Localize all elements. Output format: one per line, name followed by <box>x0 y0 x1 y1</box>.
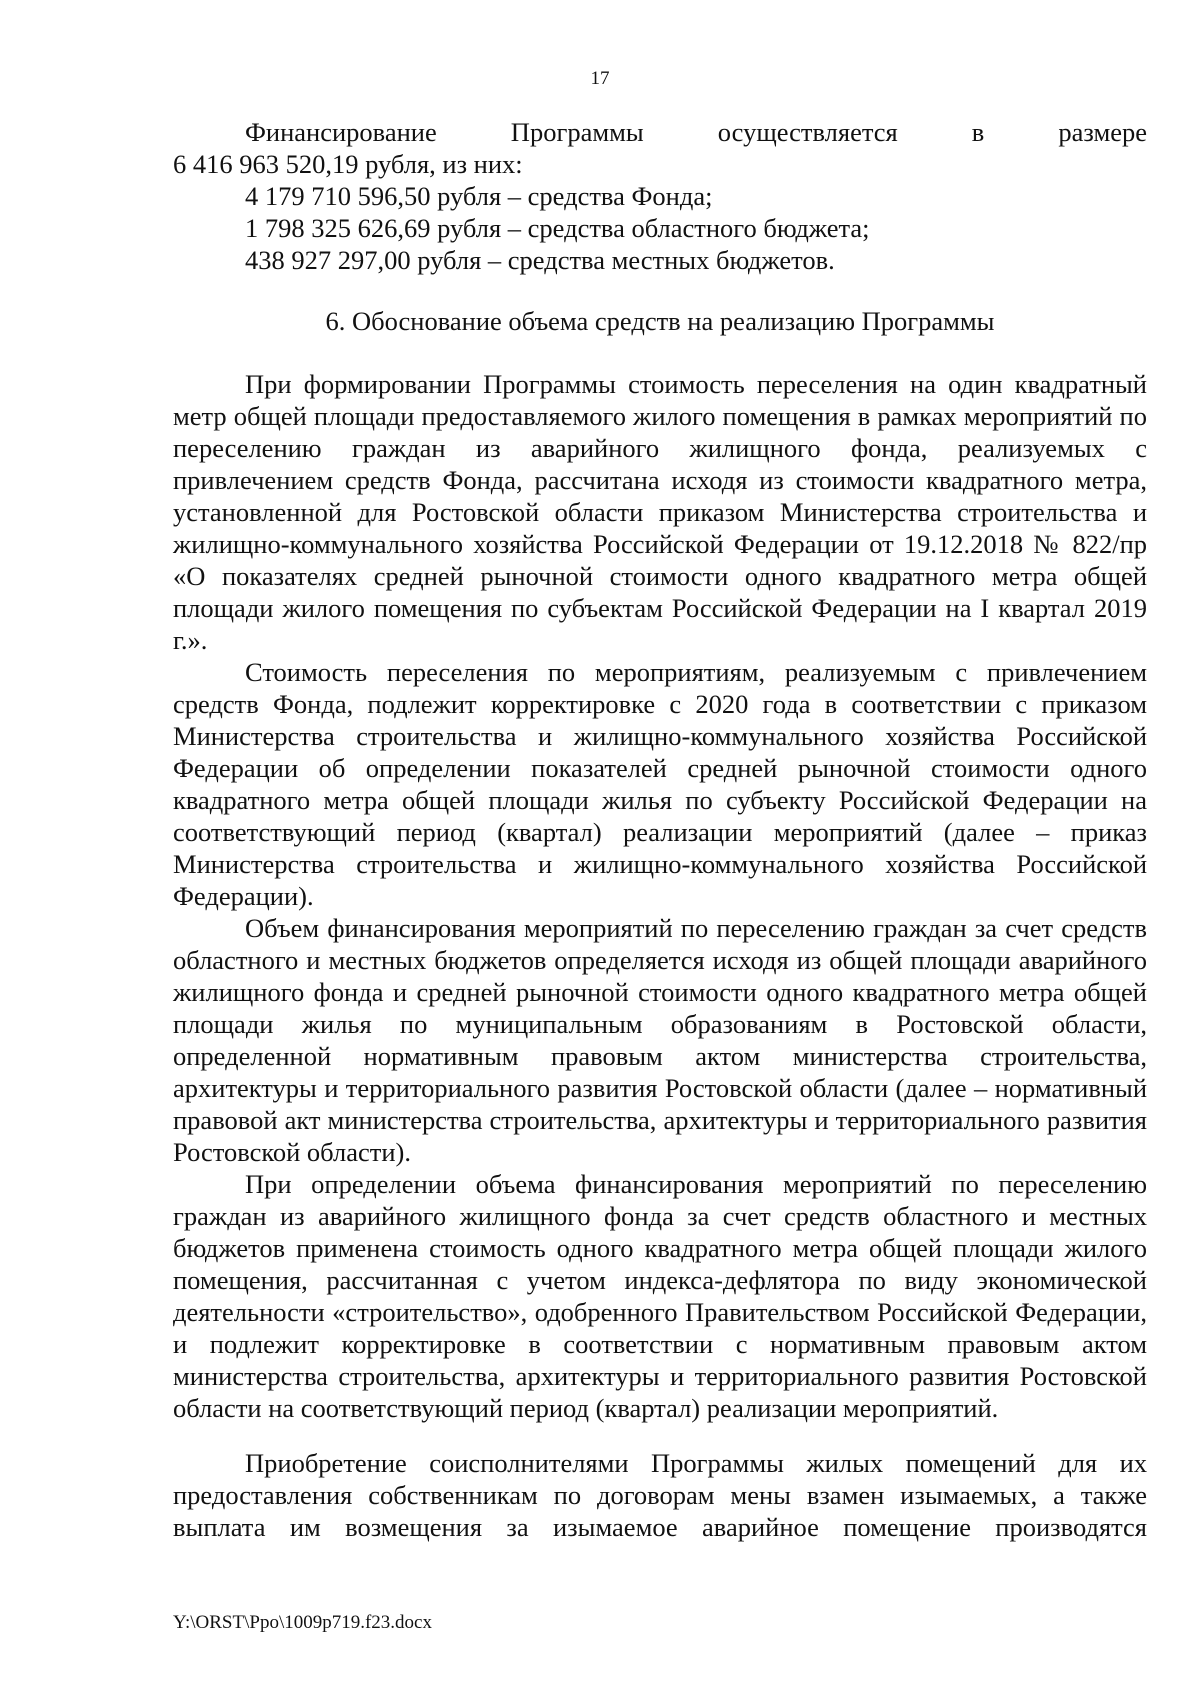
funding-item-fund: 4 179 710 596,50 рубля – средства Фонда; <box>245 181 713 211</box>
document-body <box>173 116 1147 1543</box>
intro-line: Финансирование Программы осуществляется в размере <box>245 117 1147 147</box>
paragraph-deflator: При определении объема финансирования мероприятий по переселению граждан из аварийного жилищного фонда за счет средств областного и местных бюджетов применена стоимость одного квадратного метра общей площади жилого помещения, рассчитанная с учетом индекса-дефлятора по виду экономической деятельности «строительство», одобренного Правительством Российской Федерации, и подлежит корректировке в соответствии с нормативным правовым актом министерства строительства, архитектуры и территориального развития Ростовской области на соответствующий период (квартал) реализации мероприятий. <box>173 1169 1147 1423</box>
paragraph-cost-adjustment: Стоимость переселения по мероприятиям, реализуемым с привлечением средств Фонда, подлежит корректировке с 2020 года в соответствии с приказом Министерства строительства и жилищно-коммунального хозяйства Российской Федерации об определении показателей средней рыночной стоимости одного квадратного метра общей площади жилья по субъекту Российской Федерации на соответствующий период (квартал) реализации мероприятий (далее – приказ Министерства строительства и жилищно-коммунального хозяйства Российской Федерации). <box>173 657 1147 911</box>
funding-item-regional-budget: 1 798 325 626,69 рубля – средства областного бюджета; <box>245 213 870 243</box>
page-number: 17 <box>590 68 610 89</box>
paragraph-budget-volume: Объем финансирования мероприятий по переселению граждан за счет средств областного и местных бюджетов определяется исходя из общей площади аварийного жилищного фонда и средней рыночной стоимости одного квадратного метра общей площади жилья по муниципальным образованиям в Ростовской области, определенной нормативным правовым актом министерства строительства, архитектуры и территориального развития Ростовской области (далее – нормативный правовой акт министерства строительства, архитектуры и территориального развития Ростовской области). <box>173 913 1147 1167</box>
footer-file-path: Y:\ORST\Ppo\1009p719.f23.docx <box>173 1612 432 1633</box>
funding-item-local-budgets: 438 927 297,00 рубля – средства местных бюджетов. <box>245 245 835 275</box>
intro-amount-line: 6 416 963 520,19 рубля, из них: <box>173 149 523 179</box>
paragraph-acquisition: Приобретение соисполнителями Программы жилых помещений для их предоставления собственникам по договорам мены взамен изымаемых, а также выплата им возмещения за изымаемое аварийное помещение производятся <box>173 1448 1147 1542</box>
paragraph-cost-basis: При формировании Программы стоимость переселения на один квадратный метр общей площади предоставляемого жилого помещения в рамках мероприятий по переселению граждан из аварийного жилищного фонда, реализуемых с привлечением средств Фонда, рассчитана исходя из стоимости квадратного метра, установленной для Ростовской области приказом Министерства строительства и жилищно-коммунального хозяйства Российской Федерации от 19.12.2018 № 822/пр «О показателях средней рыночной стоимости одного квадратного метра общей площади жилого помещения по субъектам Российской Федерации на I квартал 2019 г.». <box>173 369 1147 655</box>
section-heading: 6. Обоснование объема средств на реализацию Программы <box>325 306 995 336</box>
